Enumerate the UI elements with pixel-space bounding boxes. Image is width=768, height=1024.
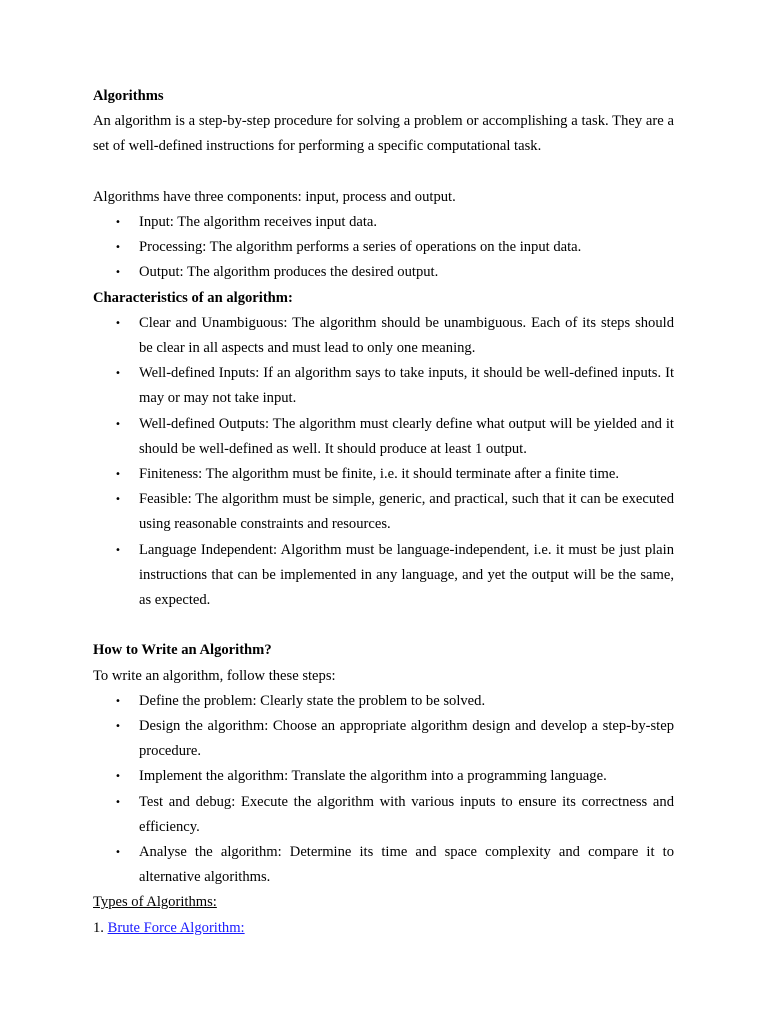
algorithms-intro-paragraph: An algorithm is a step-by-step procedure for solving a problem or accomplishing a task. They are a set of well-defined instructions for performing a specific computational task. (93, 113, 674, 155)
paragraph-gap (93, 160, 674, 185)
bullet-icon: • (115, 469, 121, 481)
list-item-text: Well-defined Outputs: The algorithm must clearly define what output will be yielded and it should be well-defined as well. It should produce at least 1 output. (139, 415, 674, 457)
list-item-text: Design the algorithm: Choose an appropriate algorithm design and develop a step-by-step procedure. (139, 718, 674, 760)
list-item (93, 840, 674, 890)
list-item (93, 311, 674, 361)
list-item-text: Processing: The algorithm performs a series of operations on the input data. (139, 239, 582, 256)
brute-force-algorithm-link[interactable]: Brute Force Algorithm: (107, 919, 245, 936)
types-item-1 (93, 916, 674, 941)
list-item-text: Implement the algorithm: Translate the algorithm into a programming language. (139, 768, 607, 785)
bullet-icon: • (115, 267, 121, 279)
list-item-text: Input: The algorithm receives input data. (139, 214, 378, 230)
list-item-text: Finiteness: The algorithm must be finite, i.e. it should terminate after a finite time. (139, 466, 619, 483)
list-item-text: Output: The algorithm produces the desired output. (139, 264, 439, 281)
bullet-icon: • (115, 695, 121, 707)
list-item (93, 790, 674, 840)
list-item-text: Test and debug: Execute the algorithm with various inputs to ensure its correctness and efficiency. (139, 793, 674, 835)
bullet-icon: • (115, 242, 121, 254)
list-item-text: Define the problem: Clearly state the problem to be solved. (139, 692, 486, 709)
list-item (93, 538, 674, 614)
list-item (93, 412, 674, 462)
list-item-text: Clear and Unambiguous: The algorithm should be unambiguous. Each of its steps should be clear in all aspects and must lead to only one meaning. (139, 314, 674, 357)
bullet-icon: • (115, 796, 121, 808)
list-item (93, 235, 674, 260)
characteristics-list (93, 311, 674, 613)
item-number: 1. (93, 919, 104, 936)
list-item (93, 210, 674, 235)
bullet-icon: • (115, 847, 121, 859)
bullet-icon: • (115, 217, 121, 228)
bullet-icon: • (115, 721, 121, 733)
list-item (93, 689, 674, 714)
section-heading-characteristics: Characteristics of an algorithm: (93, 289, 293, 306)
bullet-icon: • (115, 317, 121, 329)
list-item-text: Language Independent: Algorithm must be language-independent, i.e. it must be just plain instructions that can be implemented in any language, and yet the output will be the same, as expected. (139, 541, 674, 609)
bullet-icon: • (115, 368, 121, 380)
document-page (93, 84, 674, 941)
section-heading-algorithms: Algorithms (93, 88, 164, 104)
components-list (93, 210, 674, 286)
bullet-icon: • (115, 544, 121, 556)
bullet-icon: • (115, 418, 121, 430)
section-heading-types: Types of Algorithms: (93, 894, 217, 911)
list-item (93, 714, 674, 764)
list-item (93, 260, 674, 285)
list-item-text: Well-defined Inputs: If an algorithm says to take inputs, it should be well-defined inputs. It may or may not take input. (139, 365, 674, 407)
bullet-icon: • (115, 771, 121, 783)
section-heading-how-to-write: How to Write an Algorithm? (93, 642, 272, 659)
paragraph-gap (93, 613, 674, 638)
list-item (93, 462, 674, 487)
steps-list (93, 689, 674, 891)
steps-intro: To write an algorithm, follow these steps: (93, 667, 336, 684)
bullet-icon: • (115, 494, 121, 506)
list-item (93, 361, 674, 411)
list-item-text: Analyse the algorithm: Determine its time and space complexity and compare it to alternative algorithms. (139, 844, 674, 886)
list-item-text: Feasible: The algorithm must be simple, generic, and practical, such that it can be executed using reasonable constraints and resources. (139, 491, 674, 533)
components-intro: Algorithms have three components: input, process and output. (93, 188, 456, 205)
list-item (93, 487, 674, 537)
list-item (93, 764, 674, 789)
